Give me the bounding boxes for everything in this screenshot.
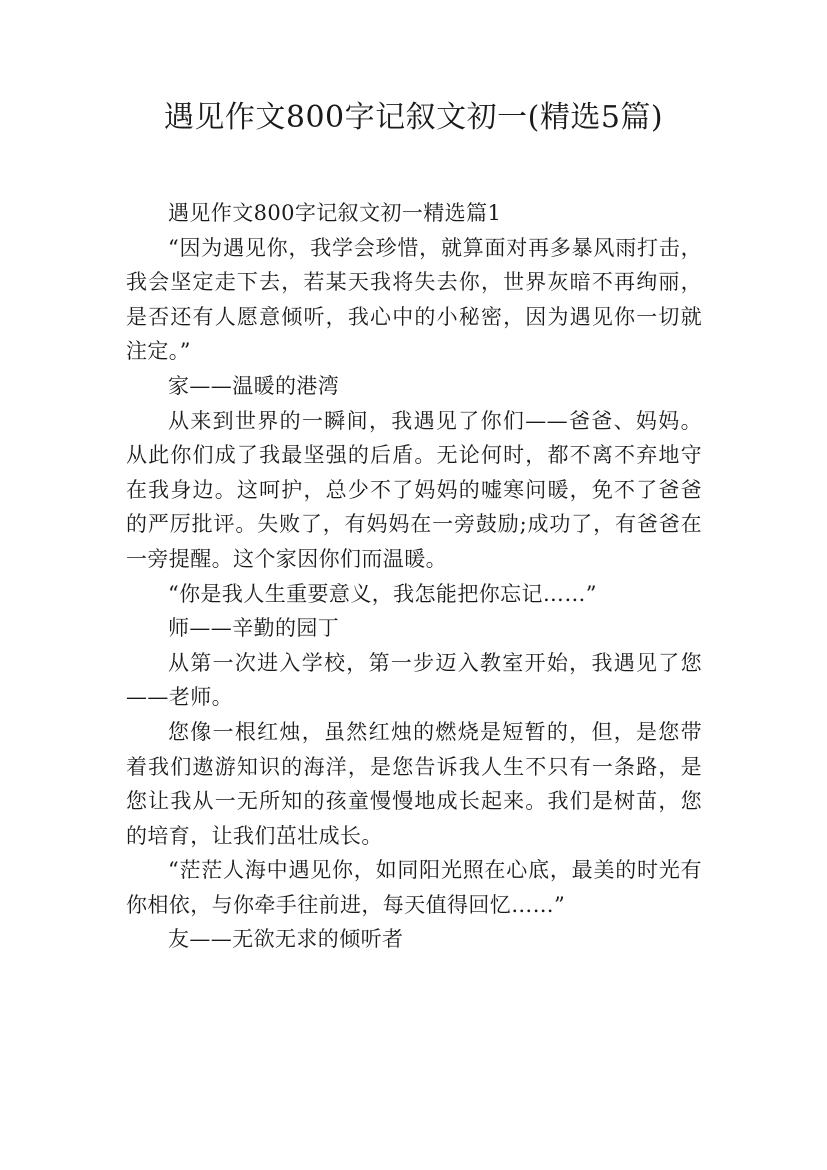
section-heading: 遇见作文800字记叙文初一精选篇1 (168, 201, 502, 225)
section-subheading: 家——温暖的港湾 (168, 373, 340, 398)
section-subheading: 友——无欲无求的倾听者 (168, 927, 404, 952)
quote-paragraph: “你是我人生重要意义，我怎能把你忘记……” (168, 581, 597, 606)
document-body (126, 196, 702, 957)
section-subheading: 师——辛勤的园丁 (168, 616, 340, 641)
paragraph: “因为遇见你，我学会珍惜，就算面对再多暴风雨打击，我会坚定走下去，若某天我将失去你，世界灰暗不再绚丽，是否还有人愿意倾听，我心中的小秘密，因为遇见你一切就注定。” (126, 235, 702, 364)
quote-paragraph: “茫茫人海中遇见你，如同阳光照在心底，最美的时光有你相依，与你牵手往前进，每天值得回忆……” (126, 858, 702, 917)
paragraph: 从第一次进入学校，第一步迈入教室开始，我遇见了您——老师。 (126, 650, 702, 710)
paragraph: 从来到世界的一瞬间，我遇见了你们——爸爸、妈妈。从此你们成了我最坚强的后盾。无论何时，都不离不弃地守在我身边。这呵护，总少不了妈妈的嘘寒问暖，免不了爸爸的严厉批评。失败了，有妈妈在一旁鼓励;成功了，有爸爸在一旁提醒。这个家因你们而温暖。 (126, 408, 702, 571)
paragraph: 您像一根红烛，虽然红烛的燃烧是短暂的，但，是您带着我们遨游知识的海洋，是您告诉我人生不只有一条路，是您让我从一无所知的孩童慢慢地成长起来。我们是树苗，您的培育，让我们茁壮成长。 (126, 719, 702, 848)
document-title: 遇见作文800字记叙文初一(精选5篇) (163, 100, 664, 135)
